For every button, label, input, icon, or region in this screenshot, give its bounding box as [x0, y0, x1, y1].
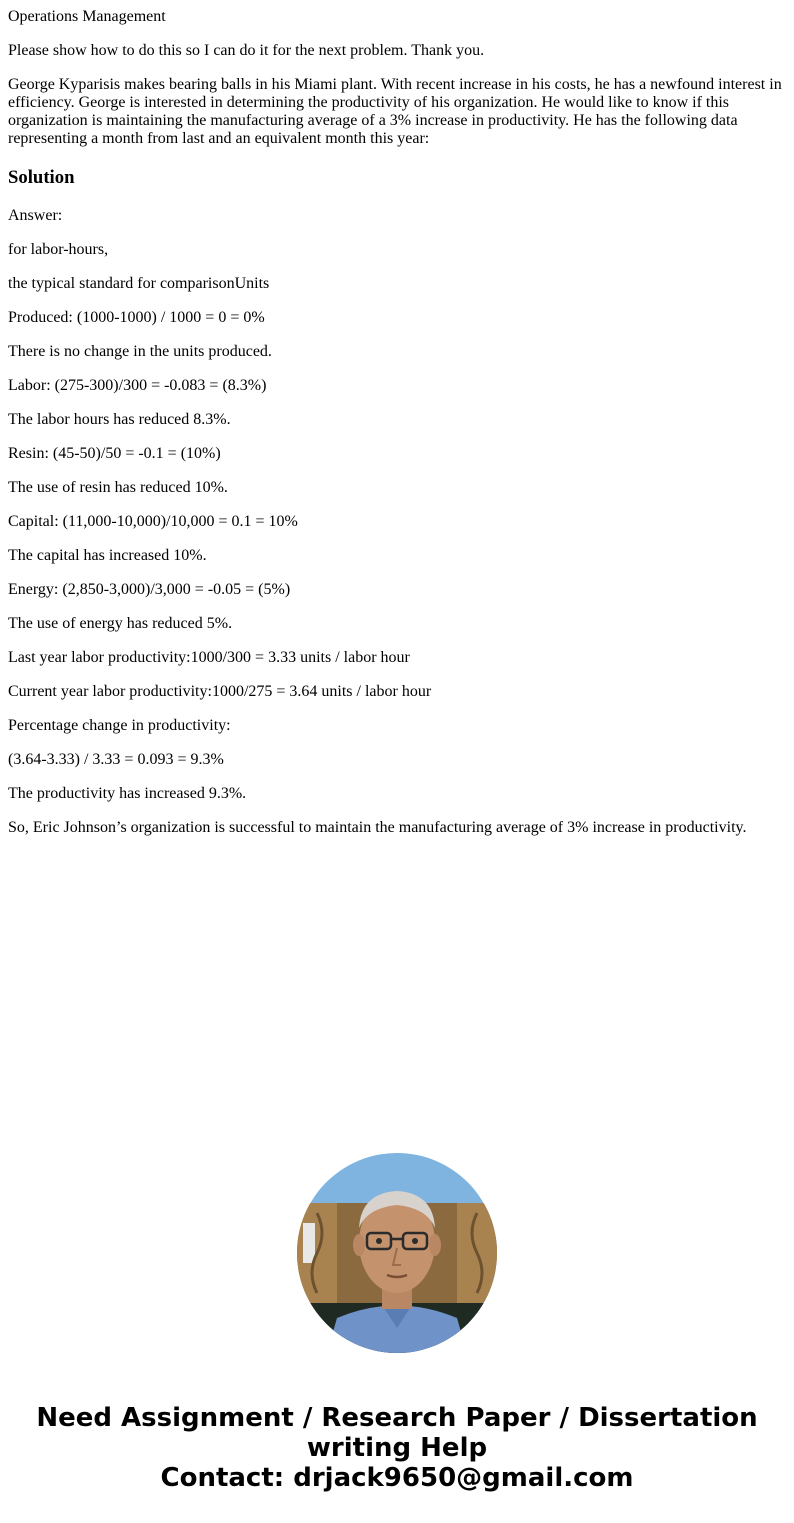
solution-line: Labor: (275-300)/300 = -0.083 = (8.3%)	[8, 377, 267, 394]
avatar	[297, 1153, 497, 1353]
solution-line: The use of resin has reduced 10%.	[8, 479, 228, 496]
promo-line: writing Help	[306, 1433, 488, 1463]
solution-line: Percentage change in productivity:	[8, 717, 231, 734]
solution-line: The labor hours has reduced 8.3%.	[8, 411, 231, 428]
solution-line: Energy: (2,850-3,000)/3,000 = -0.05 = (5%)	[8, 581, 291, 598]
solution-line: So, Eric Johnson’s organization is successful to maintain the manufacturing average of 3% increase in productivity.	[8, 819, 747, 836]
solution-line: Current year labor productivity:1000/275 = 3.64 units / labor hour	[8, 683, 432, 700]
solution-line: The capital has increased 10%.	[8, 547, 207, 564]
question-subject: Operations Management	[8, 8, 166, 25]
question-body: George Kyparisis makes bearing balls in his Miami plant. With recent increase in his costs, he has a newfound interest in efficiency. George is interested in determining the productivity of his organization. He would like to know if this organization is maintaining the manufacturing average of a 3% increase in productivity. He has the following data representing a month from last and an equivalent month this year:	[8, 76, 782, 147]
avatar-portrait-image	[297, 1153, 497, 1353]
solution-line: (3.64-3.33) / 3.33 = 0.093 = 9.3%	[8, 751, 224, 768]
solution-line: Resin: (45-50)/50 = -0.1 = (10%)	[8, 445, 221, 462]
solution-heading: Solution	[8, 167, 75, 188]
question-request: Please show how to do this so I can do it for the next problem. Thank you.	[8, 42, 485, 59]
solution-line: Capital: (11,000-10,000)/10,000 = 0.1 = 10%	[8, 513, 298, 530]
solution-line: Produced: (1000-1000) / 1000 = 0 = 0%	[8, 309, 265, 326]
solution-line: Answer:	[8, 207, 63, 224]
solution-line: Last year labor productivity:1000/300 = 3.33 units / labor hour	[8, 649, 410, 666]
promo-banner	[0, 1403, 794, 1493]
promo-line: Need Assignment / Research Paper / Dissertation	[36, 1403, 758, 1433]
solution-line: The productivity has increased 9.3%.	[8, 785, 247, 802]
solution-line: The use of energy has reduced 5%.	[8, 615, 233, 632]
solution-line: the typical standard for comparisonUnits	[8, 275, 270, 292]
promo-contact: Contact: drjack9650@gmail.com	[160, 1463, 634, 1493]
solution-line: for labor-hours,	[8, 241, 109, 258]
solution-line: There is no change in the units produced.	[8, 343, 272, 360]
